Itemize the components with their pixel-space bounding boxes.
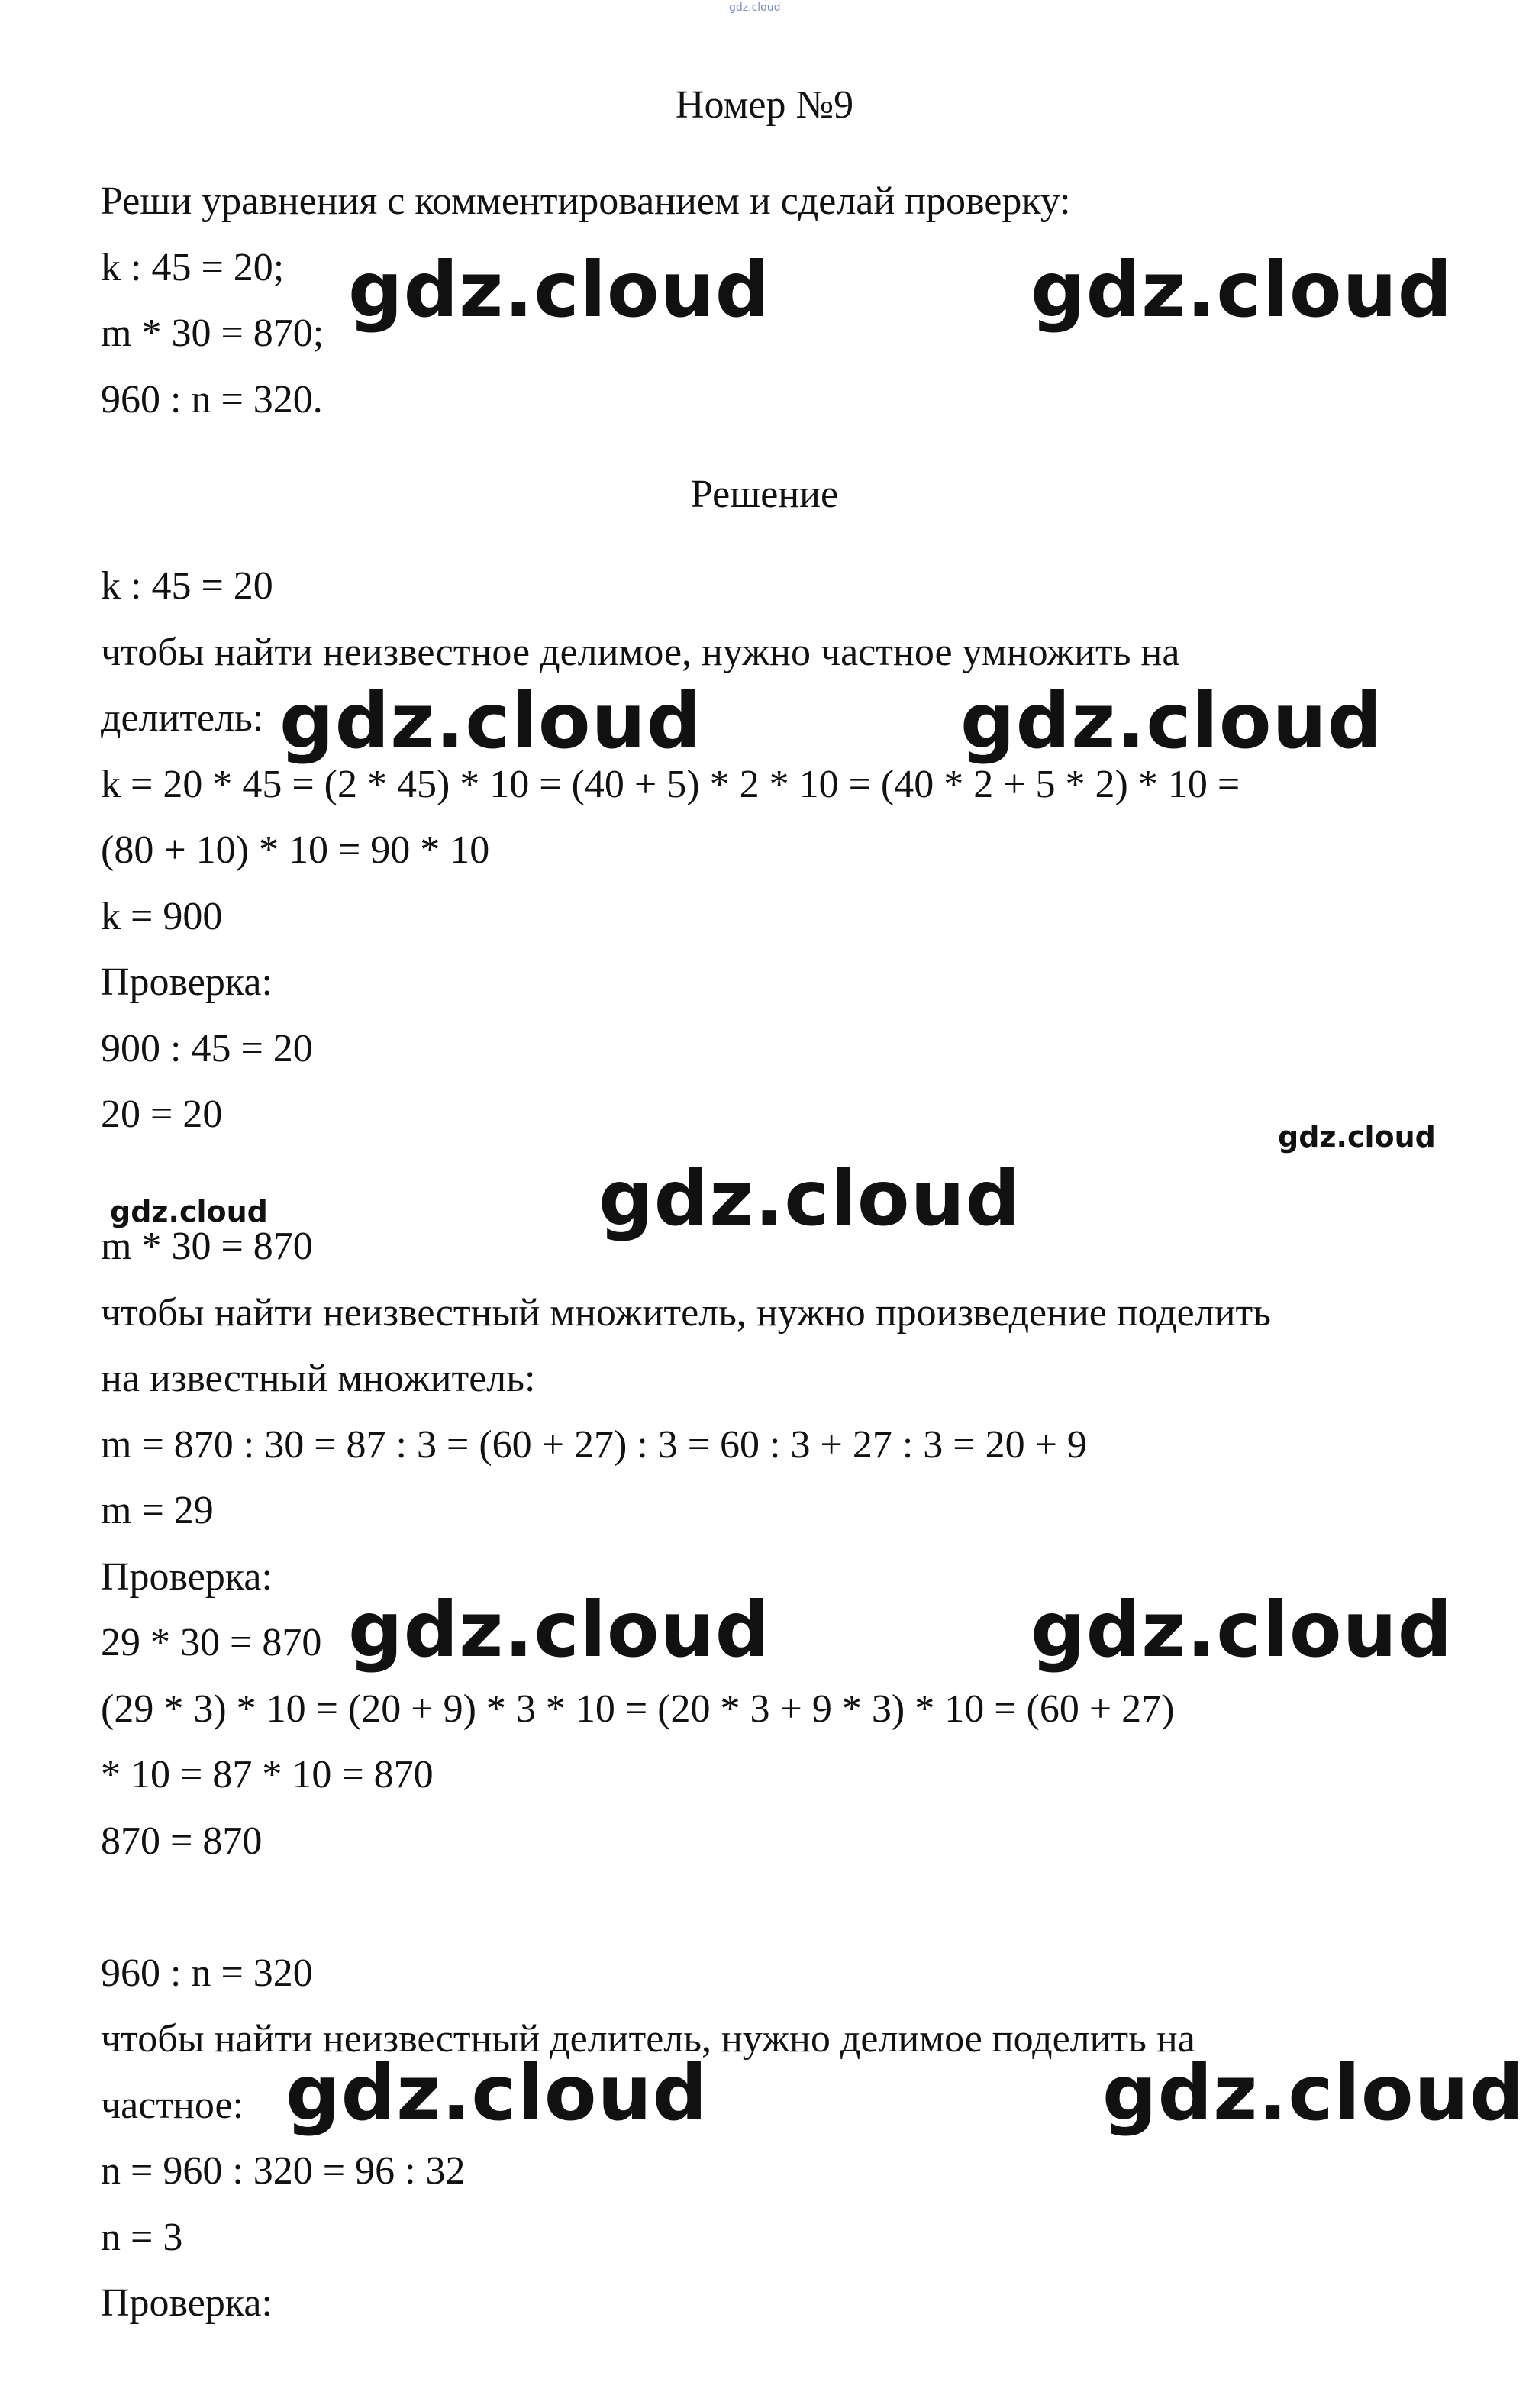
solution-line: n = 3 bbox=[101, 2216, 183, 2259]
watermark: gdz.cloud bbox=[1031, 1585, 1453, 1674]
check-label: Проверка: bbox=[101, 960, 273, 1004]
solution-line: m = 29 bbox=[101, 1489, 214, 1532]
watermark: gdz.cloud bbox=[348, 245, 771, 334]
watermark: gdz.cloud bbox=[285, 2048, 708, 2138]
check-label: Проверка: bbox=[101, 1555, 273, 1599]
watermark: gdz.cloud bbox=[1031, 245, 1453, 334]
solution-line: n = 960 : 320 = 96 : 32 bbox=[101, 2149, 466, 2193]
solution-line: 29 * 30 = 870 bbox=[101, 1621, 322, 1664]
watermark: gdz.cloud bbox=[1102, 2048, 1525, 2138]
task-line: m * 30 = 870; bbox=[101, 311, 324, 355]
solution-line: 20 = 20 bbox=[101, 1093, 223, 1136]
watermark: gdz.cloud bbox=[110, 1195, 268, 1228]
solution-line: k : 45 = 20 bbox=[101, 564, 273, 608]
solution-line: 960 : n = 320 bbox=[101, 1951, 313, 1995]
watermark: gdz.cloud bbox=[348, 1585, 771, 1674]
solution-line: m = 870 : 30 = 87 : 3 = (60 + 27) : 3 = 60 : 3 + 27 : 3 = 20 + 9 bbox=[101, 1423, 1087, 1467]
solution-line: m * 30 = 870 bbox=[101, 1225, 313, 1268]
solution-line: 870 = 870 bbox=[101, 1819, 263, 1863]
watermark: gdz.cloud bbox=[598, 1154, 1021, 1243]
solution-line: (80 + 10) * 10 = 90 * 10 bbox=[101, 828, 490, 872]
solution-line: на известный множитель: bbox=[101, 1357, 536, 1400]
solution-line: чтобы найти неизвестный множитель, нужно произведение поделить bbox=[101, 1291, 1271, 1335]
solution-line: k = 20 * 45 = (2 * 45) * 10 = (40 + 5) * 2 * 10 = (40 * 2 + 5 * 2) * 10 = bbox=[101, 763, 1240, 806]
page-title: Номер №9 bbox=[675, 83, 854, 127]
solution-line: k = 900 bbox=[101, 895, 223, 938]
solution-line: чтобы найти неизвестное делимое, нужно частное умножить на bbox=[101, 631, 1180, 674]
solution-line: делитель: bbox=[101, 696, 264, 740]
watermark: gdz.cloud bbox=[279, 676, 702, 766]
top-watermark: gdz.cloud bbox=[729, 2, 781, 14]
check-label: Проверка: bbox=[101, 2281, 273, 2325]
solution-heading: Решение bbox=[690, 473, 839, 516]
task-line: Реши уравнения с комментированием и сделай проверку: bbox=[101, 179, 1071, 223]
watermark: gdz.cloud bbox=[960, 676, 1383, 766]
solution-line: чтобы найти неизвестный делитель, нужно делимое поделить на bbox=[101, 2017, 1195, 2061]
watermark: gdz.cloud bbox=[1278, 1120, 1436, 1154]
task-line: 960 : n = 320. bbox=[101, 378, 323, 421]
task-line: k : 45 = 20; bbox=[101, 246, 285, 289]
solution-line: 900 : 45 = 20 bbox=[101, 1027, 313, 1070]
solution-line: * 10 = 87 * 10 = 870 bbox=[101, 1753, 434, 1796]
solution-line: (29 * 3) * 10 = (20 + 9) * 3 * 10 = (20 * 3 + 9 * 3) * 10 = (60 + 27) bbox=[101, 1687, 1175, 1731]
solution-line: частное: bbox=[101, 2084, 244, 2127]
